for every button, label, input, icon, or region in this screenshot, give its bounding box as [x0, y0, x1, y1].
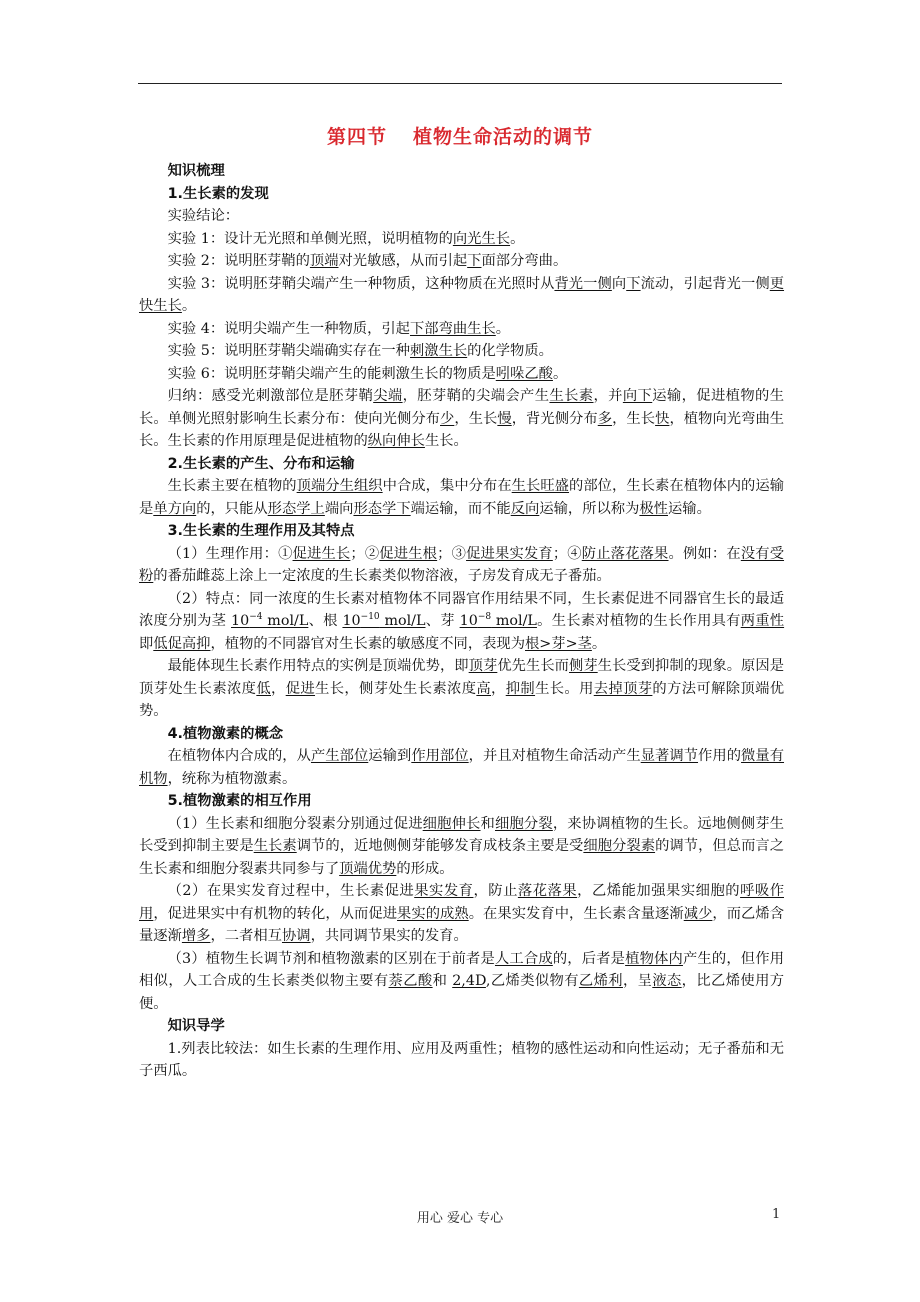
section-heading-knowledge: 知识梳理	[167, 163, 225, 179]
page-footer: 用心 爱心 专心	[416, 1211, 504, 1226]
document-body	[139, 160, 784, 1083]
experiment-6: 实验 6：说明胚芽鞘尖端产生的能刺激生长的物质是吲哚乙酸。	[167, 365, 568, 382]
experiment-3: 实验 3：说明胚芽鞘尖端产生一种物质，这种物质在光照时从背光一侧向下流动，引起背光一侧更快生长。	[139, 275, 785, 314]
experiment-conclusion-label: 实验结论：	[167, 208, 240, 224]
section-4-paragraph: 在植物体内合成的，从产生部位运输到作用部位，并且对植物生命活动产生显著调节作用的微量有机物，统称为植物激素。	[139, 748, 785, 787]
page-number: 1	[772, 1207, 781, 1222]
section-2-heading: 2.生长素的产生、分布和运输	[167, 455, 355, 472]
section-3-paragraph-1: （1）生理作用：①促进生长；②促进生根；③促进果实发育；④防止落花落果。例如：在没有受粉的番茄雌蕊上涂上一定浓度的生长素类似物溶液，子房发育成无子番茄。	[139, 545, 785, 584]
header-rule	[138, 83, 782, 84]
section-2-paragraph: 生长素主要在植物的顶端分生组织中合成，集中分布在生长旺盛的部位，生长素在植物体内的运输是单方向的，只能从形态学上端向形态学下端运输，而不能反向运输，所以称为极性运输。	[139, 478, 785, 517]
section-3-paragraph-2: （2）特点：同一浓度的生长素对植物体不同器官作用结果不同，生长素促进不同器官生长的最适浓度分别为茎 $10^{-4}$ mol/L、根 $10^{-10}$ mol/L、芽 $10^{-8}$ mol/L。生长素对植物的生长作用具有两重性即低促高抑，植物的不同器官对生长素的敏感度不同，表现为根>芽>茎。	[139, 590, 785, 652]
section-5-heading: 5.植物激素的相互作用	[167, 793, 312, 809]
section-1-heading: 1.生长素的发现	[167, 185, 269, 202]
section-3-heading: 3.生长素的生理作用及其特点	[167, 523, 355, 539]
section-5-paragraph-3: （3）植物生长调节剂和植物激素的区别在于前者是人工合成的，后者是植物体内产生的，但作用相似，人工合成的生长素类似物主要有萘乙酸和 2,4D,乙烯类似物有乙烯利，呈液态，比乙烯使用方便。	[139, 950, 785, 1012]
section-3-paragraph-3: 最能体现生长素作用特点的实例是顶端优势，即顶芽优先生长而侧芽生长受到抑制的现象。原因是顶芽处生长素浓度低，促进生长，侧芽处生长素浓度高，抑制生长。用去掉顶芽的方法可解除顶端优势。	[139, 658, 785, 719]
experiment-2: 实验 2：说明胚芽鞘的顶端对光敏感，从而引起下面部分弯曲。	[167, 253, 568, 269]
experiment-5: 实验 5：说明胚芽鞘尖端确实存在一种刺激生长的化学物质。	[167, 343, 553, 359]
section-guide-heading: 知识导学	[167, 1018, 225, 1034]
summary-paragraph: 归纳：感受光刺激部位是胚芽鞘尖端，胚芽鞘的尖端会产生生长素，并向下运输，促进植物的生长。单侧光照射影响生长素分布：使向光侧分布少，生长慢，背光侧分布多，生长快，植物向光弯曲生长。生长素的作用原理是促进植物的纵向伸长生长。	[139, 388, 785, 449]
guide-paragraph-1: 1.列表比较法：如生长素的生理作用、应用及两重性；植物的感性运动和向性运动；无子番茄和无子西瓜。	[139, 1040, 784, 1079]
section-4-heading: 4.植物激素的概念	[167, 725, 284, 742]
experiment-1: 实验 1：设计无光照和单侧光照，说明植物的向光生长。	[167, 230, 525, 247]
experiment-4: 实验 4：说明尖端产生一种物质，引起下部弯曲生长。	[167, 320, 511, 337]
section-5-paragraph-2: （2）在果实发育过程中，生长素促进果实发育，防止落花落果，乙烯能加强果实细胞的呼吸作用，促进果实中有机物的转化，从而促进果实的成熟。在果实发育中，生长素含量逐渐减少，而乙烯含量逐渐增多，二者相互协调，共同调节果实的发育。	[139, 883, 785, 944]
section-5-paragraph-1: （1）生长素和细胞分裂素分别通过促进细胞伸长和细胞分裂，来协调植物的生长。远地侧侧芽生长受到抑制主要是生长素调节的，近地侧侧芽能够发育成枝条主要是受细胞分裂素的调节，但总而言之生长素和细胞分裂素共同参与了顶端优势的形成。	[139, 815, 785, 877]
page-title: 第四节 植物生命活动的调节	[326, 126, 594, 148]
